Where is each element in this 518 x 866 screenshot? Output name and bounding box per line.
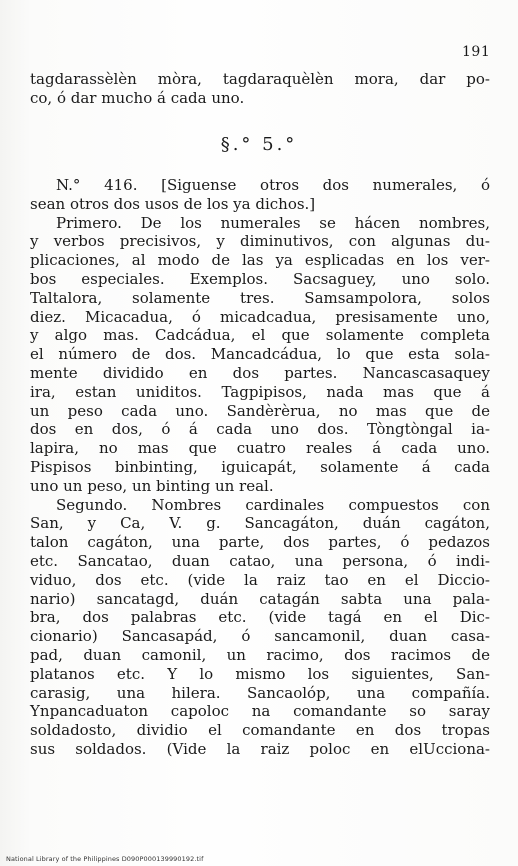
continued-paragraph	[30, 70, 490, 108]
text-line: el número de dos. Mancadcádua, lo que esta sola-	[30, 345, 490, 364]
text-line: cionario) Sancasapád, ó sancamonil, duan casa-	[30, 627, 490, 646]
text-line: Taltalora, solamente tres. Samsampolora, solos	[30, 288, 490, 307]
text-line: bos especiales. Exemplos. Sacsaguey, uno solo.	[30, 269, 490, 288]
text-line: viduo, dos etc. (vide la raiz tao en el Diccio-	[30, 570, 490, 589]
text-line: uno un peso, un binting un real.	[30, 476, 274, 495]
section-body	[30, 176, 490, 759]
text-line: y algo mas. Cadcádua, el que solamente completa	[30, 326, 490, 345]
text-line: diez. Micacadua, ó micadcadua, presisamente uno,	[30, 307, 490, 326]
text-line: sean otros dos usos de los ya dichos.]	[30, 194, 316, 213]
text-line: platanos etc. Y lo mismo los siguientes, San-	[30, 664, 490, 683]
text-line: bra, dos palabras etc. (vide tagá en el Dic-	[30, 608, 490, 627]
text-line: soldadosto, dividio el comandante en dos tropas	[30, 721, 490, 740]
text-line: lapira, no mas que cuatro reales á cada uno.	[30, 439, 490, 458]
text-line: co, ó dar mucho á cada uno.	[30, 88, 245, 107]
text-line: N.° 416. [Siguense otros dos numerales, ó	[56, 176, 490, 194]
text-line: Segundo. Nombres cardinales compuestos con	[56, 495, 490, 514]
text-line: tagdarassèlèn mòra, tagdaraquèlèn mora, dar po-	[30, 70, 490, 88]
text-line: Pispisos binbinting, iguicapát, solamente á cada	[30, 457, 490, 476]
text-line: carasig, una hilera. Sancaolóp, una compañía.	[30, 683, 490, 702]
text-line: un peso cada uno. Sandèrèrua, no mas que de	[30, 401, 490, 420]
text-line: Primero. De los numerales se hácen nombres,	[56, 213, 490, 232]
text-line: plicaciones, al modo de las ya esplicadas en los ver-	[30, 251, 490, 270]
section-heading: §.° 5.°	[220, 134, 298, 155]
text-line: mente dividido en dos partes. Nancascasaquey	[30, 363, 490, 382]
text-line: sus soldados. (Vide la raiz poloc en elUcciona-	[30, 739, 490, 758]
text-line: nario) sancatagd, duán catagán sabta una pala-	[30, 589, 490, 608]
text-line: Ynpancaduaton capoloc na comandante so saray	[30, 702, 490, 721]
text-line: San, y Ca, V. g. Sancagáton, duán cagáton,	[30, 514, 490, 533]
text-line: etc. Sancatao, duan catao, una persona, ó indi-	[30, 551, 490, 570]
text-line: talon cagáton, una parte, dos partes, ó pedazos	[30, 533, 490, 552]
scan-footer: National Library of the Philippines D090P000139990192.tif	[6, 855, 204, 863]
text-line: ira, estan uniditos. Tagpipisos, nada mas que á	[30, 382, 490, 401]
text-line: y verbos precisivos, y diminutivos, con algunas du-	[30, 232, 490, 251]
page-number: 191	[462, 44, 491, 60]
text-line: dos en dos, ó á cada uno dos. Tòngtòngal ia-	[30, 420, 490, 439]
text-line: pad, duan camonil, un racimo, dos racimos de	[30, 645, 490, 664]
